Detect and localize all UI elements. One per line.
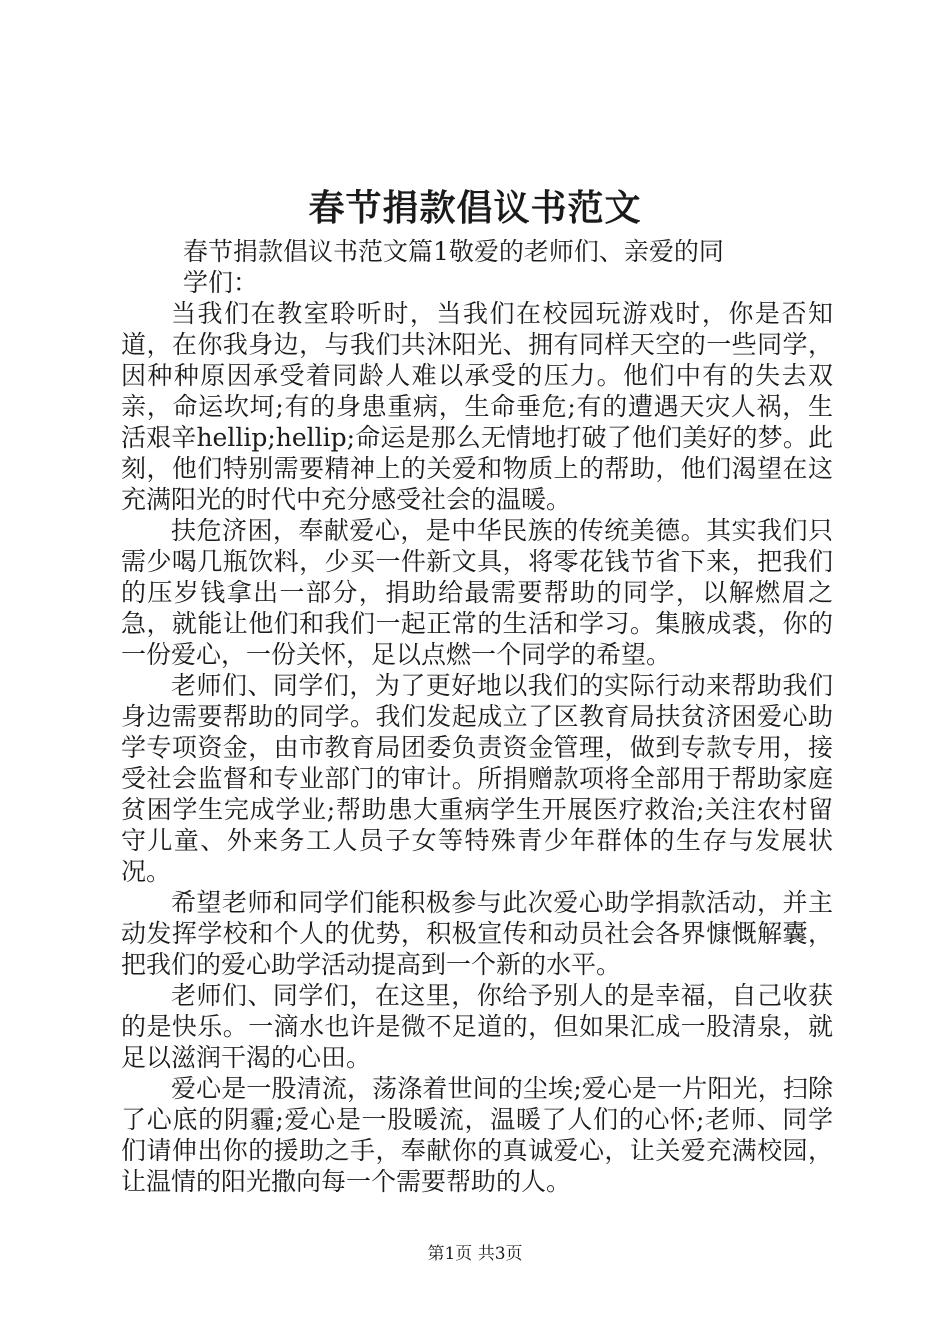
paragraph-2: 扶危济困，奉献爱心，是中华民族的传统美德。其实我们只需少喝几瓶饮料，少买一件新文具，将零花钱节省下来，把我们的压岁钱拿出一部分，捐助给最需要帮助的同学，以解燃眉之急，就能让他们和我们一起正常的生活和学习。集腋成裘，你的一份爱心，一份关怀，足以点燃一个同学的希望。 <box>121 516 833 669</box>
document-body <box>121 236 833 1197</box>
paragraph-3: 老师们、同学们，为了更好地以我们的实际行动来帮助我们身边需要帮助的同学。我们发起成立了区教育局扶贫济困爱心助学专项资金，由市教育局团委负责资金管理，做到专款专用，接受社会监督和专业部门的审计。所捐赠款项将全部用于帮助家庭贫困学生完成学业;帮助患大重病学生开展医疗救治;关注农村留守儿童、外来务工人员子女等特殊青少年群体的生存与发展状况。 <box>121 671 833 886</box>
paragraph-4: 希望老师和同学们能积极参与此次爱心助学捐款活动，并主动发挥学校和个人的优势，积极宣传和动员社会各界慷慨解囊，把我们的爱心助学活动提高到一个新的水平。 <box>121 888 833 979</box>
paragraph-5: 老师们、同学们，在这里，你给予别人的是幸福，自己收获的是快乐。一滴水也许是微不足道的，但如果汇成一股清泉，就足以滋润干渴的心田。 <box>121 981 833 1072</box>
paragraph-1: 当我们在教室聆听时，当我们在校园玩游戏时，你是否知道，在你我身边，与我们共沐阳光、拥有同样天空的一些同学，因种种原因承受着同龄人难以承受的压力。他们中有的失去双亲，命运坎坷;有的身患重病，生命垂危;有的遭遇天灾人祸，生活艰辛hellip;hellip;命运是那么无情地打破了他们美好的梦。此刻，他们特别需要精神上的关爱和物质上的帮助，他们渴望在这充满阳光的时代中充分感受社会的温暖。 <box>121 299 833 514</box>
document-title: 春节捐款倡议书范文 <box>308 187 642 229</box>
page-indicator: 第1页 共3页 <box>427 1244 523 1264</box>
intro-line: 春节捐款倡议书范文篇1敬爱的老师们、亲爱的同学们： <box>183 237 724 297</box>
paragraph-6: 爱心是一股清流，荡涤着世间的尘埃;爱心是一片阳光，扫除了心底的阴霾;爱心是一股暖流，温暖了人们的心怀;老师、同学们请伸出你的援助之手，奉献你的真诚爱心，让关爱充满校园，让温情的阳光撒向每一个需要帮助的人。 <box>121 1074 833 1196</box>
